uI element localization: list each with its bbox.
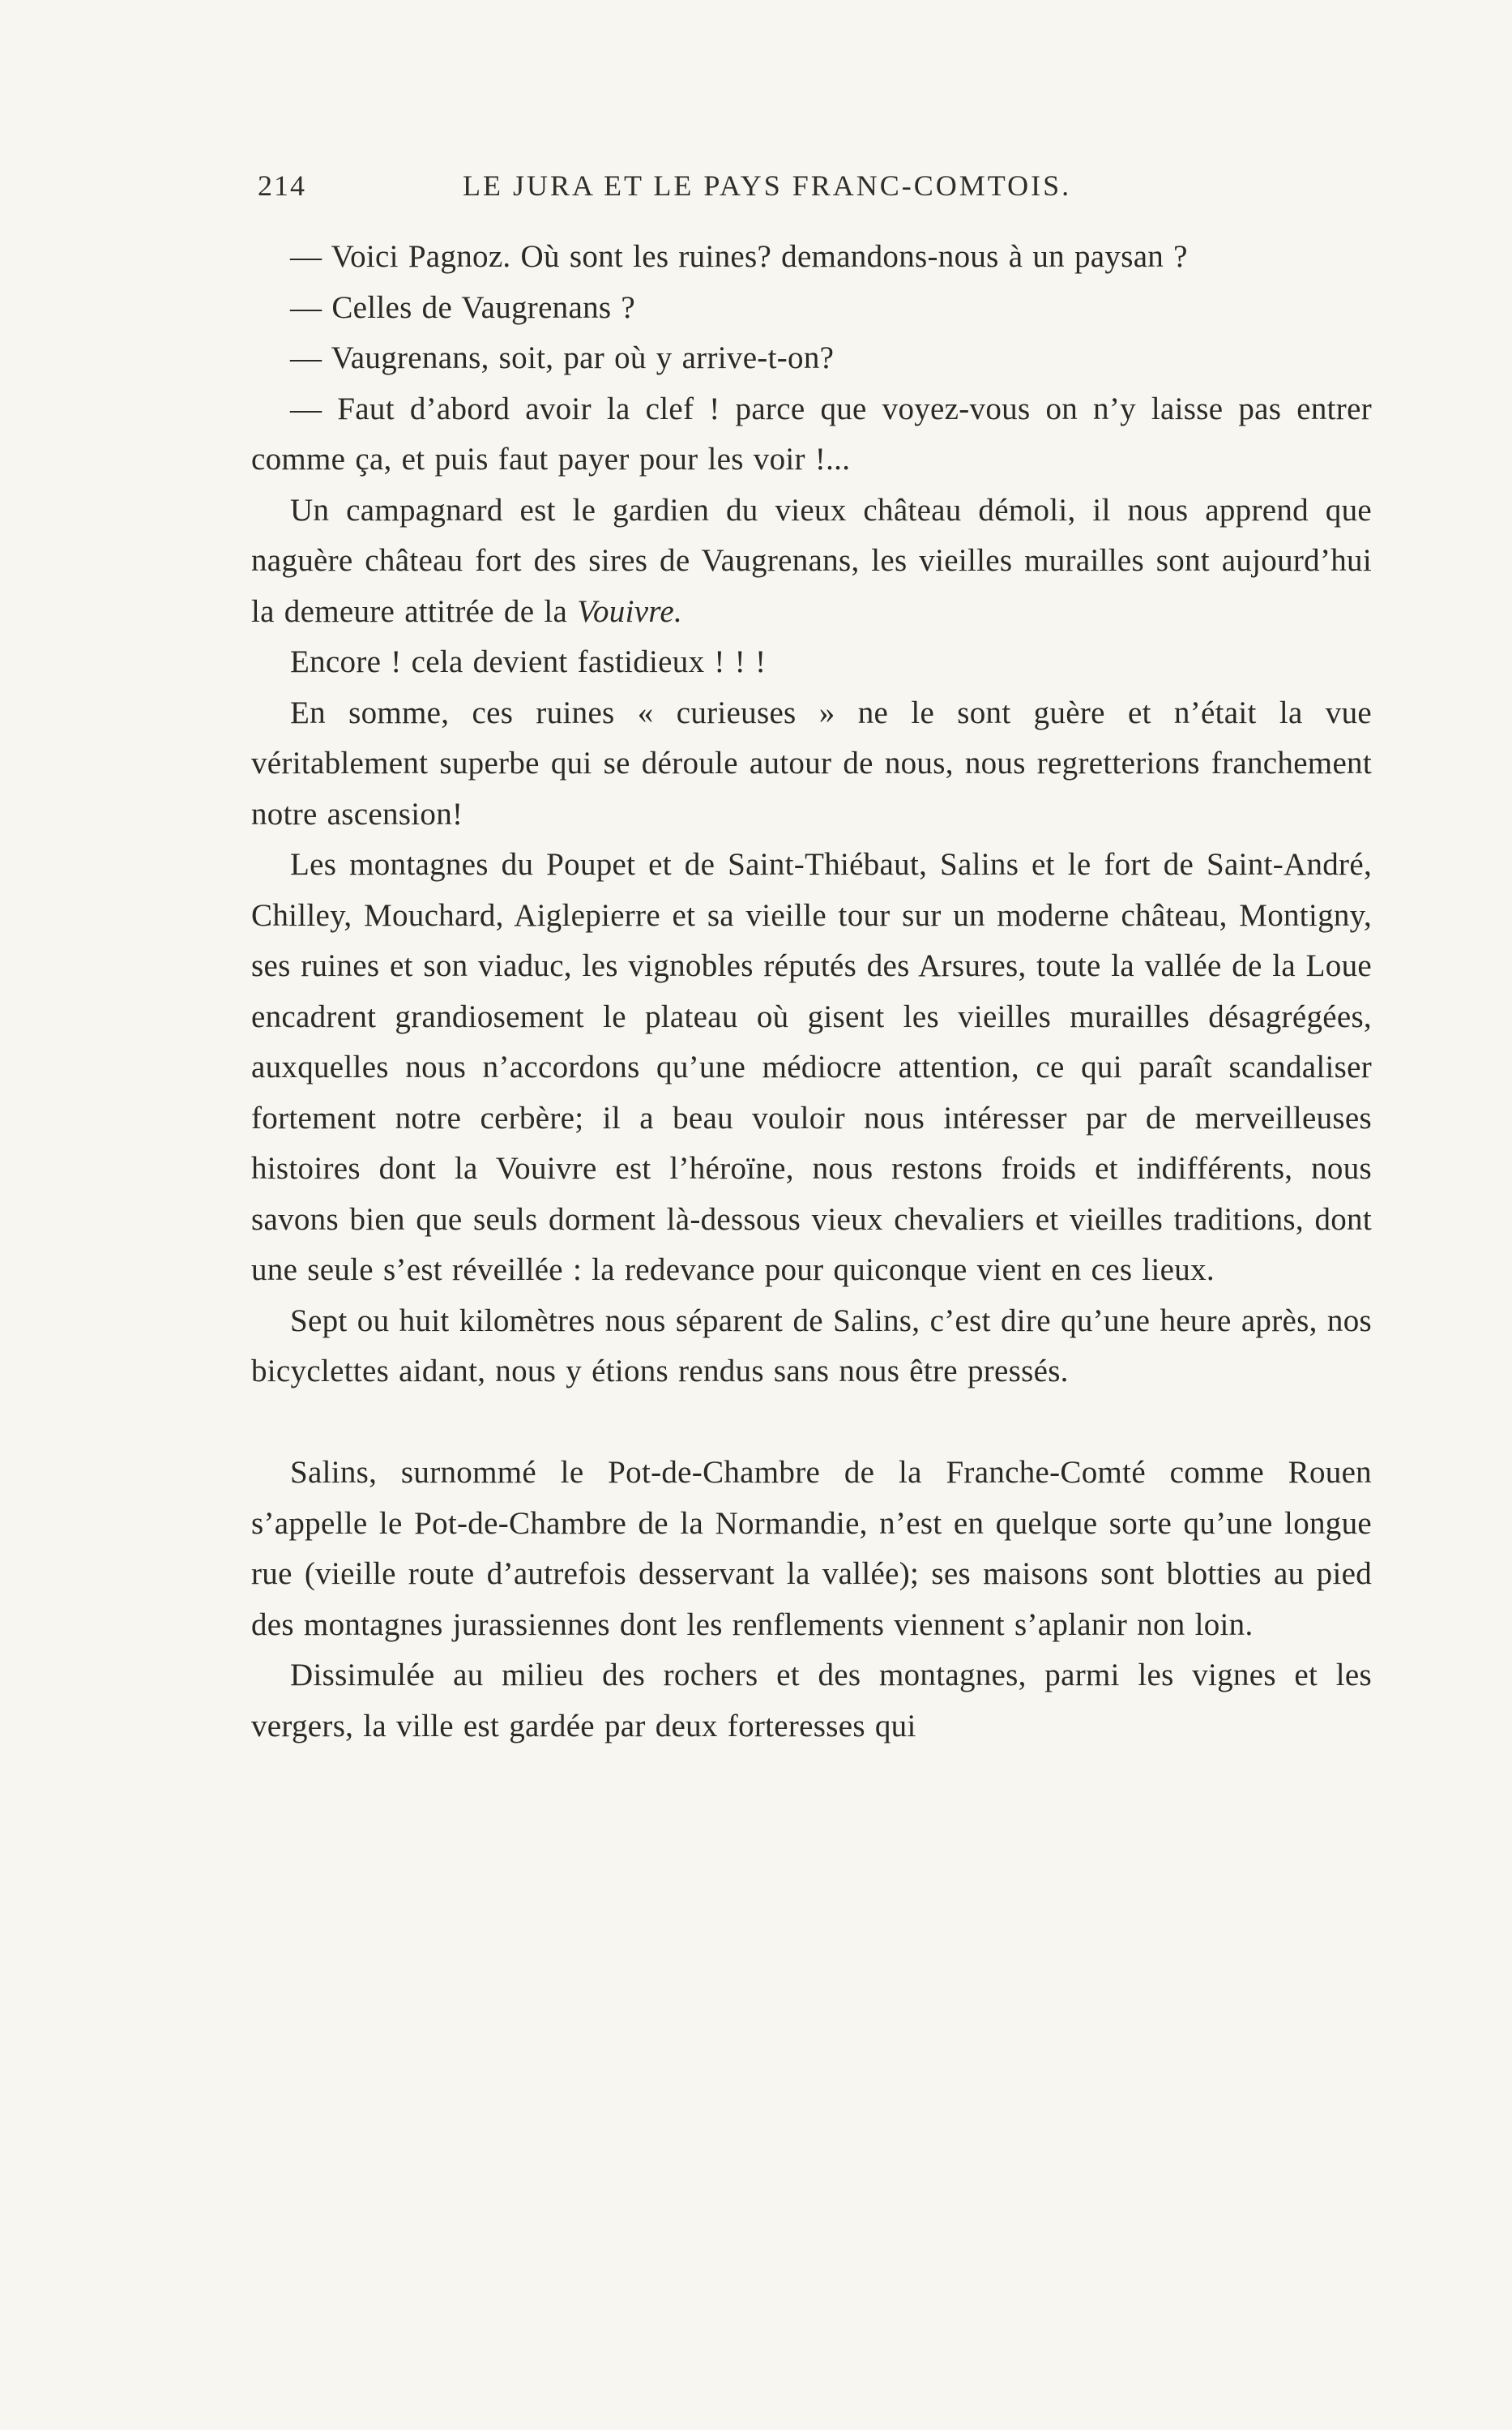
page-header xyxy=(258,169,1372,217)
paragraph-en-somme: En somme, ces ruines « curieuses » ne le sont guère et n’était la vue véritablement superbe qui se déroule autour de nous, nous regretterions franchement notre ascension! xyxy=(251,695,1372,832)
italic-vouivre: Vouivre. xyxy=(577,593,683,629)
paragraph-dialogue-4: — Faut d’abord avoir la clef ! parce que voyez-vous on n’y laisse pas entrer comme ça, et puis faut payer pour les voir !... xyxy=(251,391,1372,477)
running-title: LE JURA ET LE PAYS FRANC-COMTOIS. xyxy=(463,169,1072,202)
page-number: 214 xyxy=(258,169,306,202)
paragraph-salins: Salins, surnommé le Pot-de-Chambre de la Franche-Comté comme Rouen s’appelle le Pot-de-Chambre de la Normandie, n’est en quelque sorte qu’une longue rue (vieille route d’autrefois desservant la vallée); ses maisons sont blotties au pied des montagnes jurassiennes dont les renflements viennent s’aplanir non loin. xyxy=(251,1455,1372,1642)
paragraph-sept-ou-huit: Sept ou huit kilomètres nous séparent de Salins, c’est dire qu’une heure après, nos bicyclettes aidant, nous y étions rendus sans nous être pressés. xyxy=(251,1303,1372,1388)
paragraph-encore: Encore ! cela devient fastidieux ! ! ! xyxy=(290,644,767,679)
paragraph-dialogue-2: — Celles de Vaugrenans ? xyxy=(290,289,636,325)
paragraph-dialogue-1: — Voici Pagnoz. Où sont les ruines? demandons-nous à un paysan ? xyxy=(290,239,1188,274)
paragraph-dialogue-3: — Vaugrenans, soit, par où y arrive-t-on? xyxy=(290,340,835,375)
paragraph-gardien-text: Un campagnard est le gardien du vieux château démoli, il nous apprend que naguère château fort des sires de Vaugrenans, les vieilles murailles sont aujourd’hui la demeure attitrée de la xyxy=(251,492,1372,629)
paragraph-gardien xyxy=(251,486,1372,638)
paragraph-dissimulee: Dissimulée au milieu des rochers et des montagnes, parmi les vignes et les vergers, la ville est gardée par deux forteresses qui xyxy=(251,1658,1372,1743)
body-text xyxy=(251,232,1372,1752)
paragraph-montagnes: Les montagnes du Poupet et de Saint-Thiébaut, Salins et le fort de Saint-André, Chilley, Mouchard, Aiglepierre et sa vieille tour sur un moderne château, Montigny, ses ruines et son viaduc, les vignobles réputés des Arsures, toute la vallée de la Loue encadrent grandiosement le plateau où gisent les vieilles murailles désagrégées, auxquelles nous n’accordons qu’une médiocre attention, ce qui paraît scandaliser fortement notre cerbère; il a beau vouloir nous intéresser par de merveilleuses histoires dont la Vouivre est l’héroïne, nous restons froids et indifférents, nous savons bien que seuls dorment là-dessous vieux chevaliers et vieilles traditions, dont une seule s’est réveillée : la redevance pour quiconque vient en ces lieux. xyxy=(251,847,1372,1287)
